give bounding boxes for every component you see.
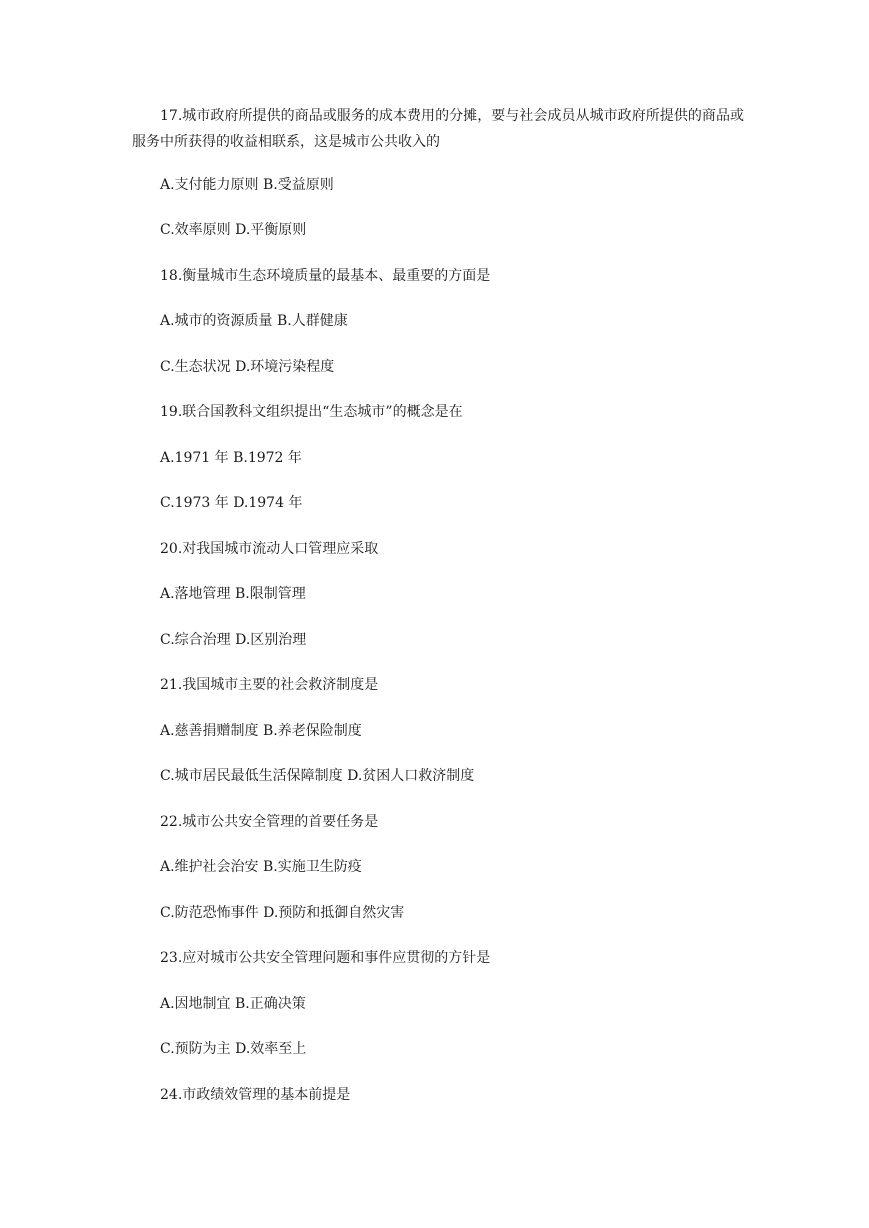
question-22-options-ab: A.维护社会治安 B.实施卫生防疫 bbox=[160, 859, 362, 875]
question-18-options-ab: A.城市的资源质量 B.人群健康 bbox=[160, 313, 348, 329]
question-19-options-cd: C.1973 年 D.1974 年 bbox=[160, 495, 303, 511]
question-21-stem: 21.我国城市主要的社会救济制度是 bbox=[160, 677, 379, 693]
question-19-stem: 19.联合国教科文组织提出“生态城市”的概念是在 bbox=[160, 404, 463, 420]
question-21-options-cd: C.城市居民最低生活保障制度 D.贫困人口救济制度 bbox=[160, 768, 475, 784]
question-23-options-cd: C.预防为主 D.效率至上 bbox=[160, 1041, 307, 1057]
question-22-options-cd: C.防范恐怖事件 D.预防和抵御自然灾害 bbox=[160, 905, 405, 921]
question-18-stem: 18.衡量城市生态环境质量的最基本、最重要的方面是 bbox=[160, 268, 491, 284]
question-19-options-ab: A.1971 年 B.1972 年 bbox=[160, 450, 302, 466]
question-17-stem: 17.城市政府所提供的商品或服务的成本费用的分摊，要与社会成员从城市政府所提供的商品或服务中所获得的收益相联系，这是城市公共收入的 bbox=[132, 108, 744, 150]
question-24-stem: 24.市政绩效管理的基本前提是 bbox=[160, 1087, 351, 1103]
question-20-options-ab: A.落地管理 B.限制管理 bbox=[160, 586, 306, 602]
question-22-stem: 22.城市公共安全管理的首要任务是 bbox=[160, 814, 379, 830]
question-21-options-ab: A.慈善捐赠制度 B.养老保险制度 bbox=[160, 723, 362, 739]
question-18-options-cd: C.生态状况 D.环境污染程度 bbox=[160, 359, 335, 375]
question-20-stem: 20.对我国城市流动人口管理应采取 bbox=[160, 541, 379, 557]
question-17-options-cd: C.效率原则 D.平衡原则 bbox=[160, 222, 307, 238]
question-23-options-ab: A.因地制宜 B.正确决策 bbox=[160, 996, 306, 1012]
question-17-options-ab: A.支付能力原则 B.受益原则 bbox=[160, 177, 334, 193]
question-23-stem: 23.应对城市公共安全管理问题和事件应贯彻的方针是 bbox=[160, 950, 491, 966]
question-20-options-cd: C.综合治理 D.区别治理 bbox=[160, 632, 307, 648]
